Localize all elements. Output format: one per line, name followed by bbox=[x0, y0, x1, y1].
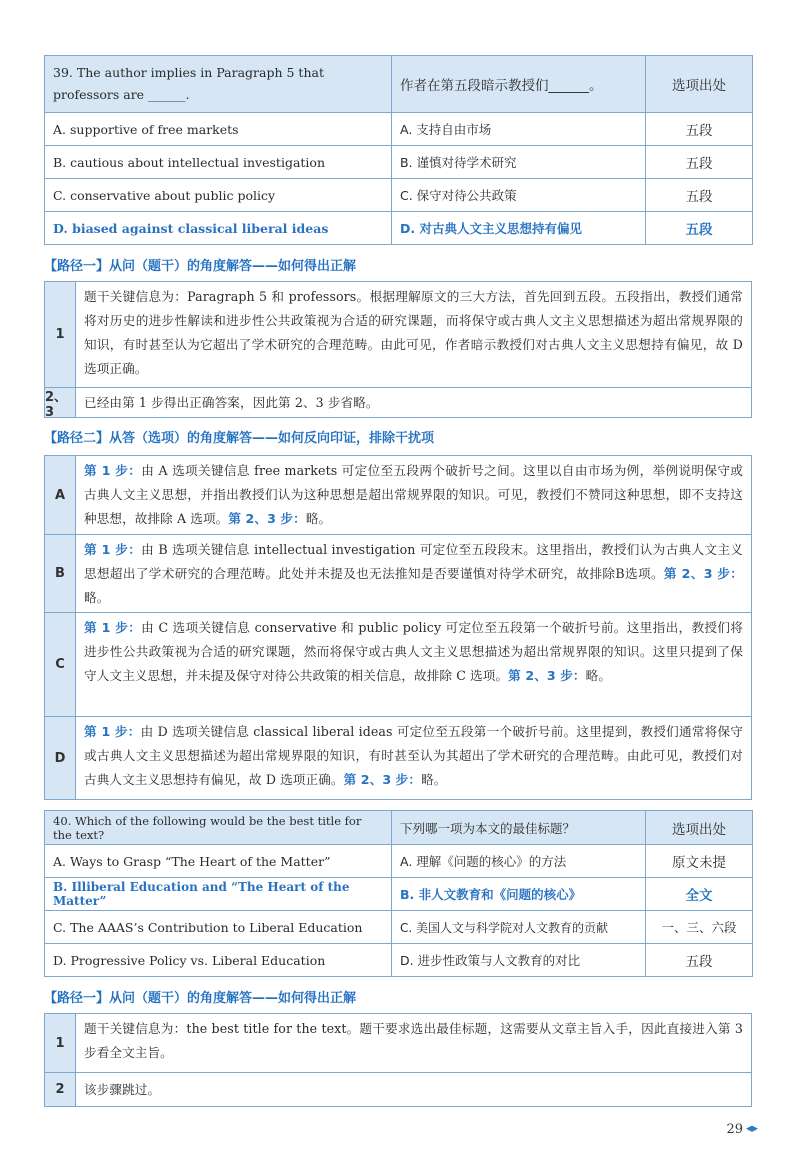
option-en: A. supportive of free markets bbox=[45, 113, 392, 146]
option-source: 全文 bbox=[646, 878, 753, 911]
option-en: C. The AAAS’s Contribution to Liberal Education bbox=[45, 911, 392, 944]
step1-label: 第 1 步： bbox=[84, 620, 142, 635]
analysis-body: 由 B 选项关键信息 intellectual investigation 可定位至五段段末。这里指出，教授们认为古典人文主义思想超出了学术研究的合理范畴。此处并未提及也无法推知是否要谨慎对待学术研究，故排除B选项。 bbox=[84, 542, 743, 581]
option-en: D. Progressive Policy vs. Liberal Education bbox=[45, 944, 392, 977]
option-en: D. biased against classical liberal ideas bbox=[45, 212, 392, 245]
analysis-body: 由 A 选项关键信息 free markets 可定位至五段两个破折号之间。这里以自由市场为例，举例说明保守或古典人文主义思想，并指出教授们认为这种思想是超出常规界限的知识。可见，教授们不赞同这种思想，即不支持这种思想，故排除 A 选项。 bbox=[84, 463, 743, 526]
option-analysis bbox=[76, 535, 751, 612]
step23-label: 第 2、3 步： bbox=[228, 511, 306, 526]
option-analysis-row bbox=[45, 716, 751, 799]
q39-question-en: 39. The author implies in Paragraph 5 that professors are ______. bbox=[45, 56, 392, 113]
option-en: B. Illiberal Education and “The Heart of the Matter” bbox=[45, 878, 392, 911]
page-number bbox=[726, 1122, 758, 1137]
step1-label: 第 1 步： bbox=[84, 542, 142, 557]
option-source: 原文未提 bbox=[646, 845, 753, 878]
step-row bbox=[45, 1014, 751, 1072]
option-cn: D. 对古典人文主义思想持有偏见 bbox=[392, 212, 646, 245]
analysis-body: 由 D 选项关键信息 classical liberal ideas 可定位至五段第一个破折号前。这里提到，教授们通常将保守或古典人文主义思想描述为超出常规界限的知识，有时甚至认为其超出了学术研究的合理范畴。由此可见，教授们对古典人文主义思想持有偏见，故 D 选项正确。 bbox=[84, 724, 743, 787]
step23-label: 第 2、3 步： bbox=[508, 668, 586, 683]
step1-label: 第 1 步： bbox=[84, 463, 142, 478]
step23-label: 第 2、3 步： bbox=[663, 566, 743, 581]
step-row bbox=[45, 1072, 751, 1106]
option-en: B. cautious about intellectual investigation bbox=[45, 146, 392, 179]
q40-question-en: 40. Which of the following would be the best title for the text? bbox=[45, 811, 392, 845]
step-row bbox=[45, 282, 751, 387]
step-text: 该步骤跳过。 bbox=[84, 1081, 161, 1097]
step-text: 已经由第 1 步得出正确答案，因此第 2、3 步省略。 bbox=[84, 394, 379, 410]
option-en: A. Ways to Grasp “The Heart of the Matter” bbox=[45, 845, 392, 878]
step23-label: 第 2、3 步： bbox=[343, 772, 422, 787]
option-cn: B. 谨慎对待学术研究 bbox=[392, 146, 646, 179]
step-label: 1 bbox=[45, 282, 76, 387]
option-cn: B. 非人文教育和《问题的核心》 bbox=[392, 878, 646, 911]
q40-header-row bbox=[45, 811, 753, 845]
option-source: 五段 bbox=[646, 146, 753, 179]
option-label: D bbox=[45, 717, 76, 799]
correct-option-row bbox=[45, 878, 753, 911]
q39-route2-box bbox=[44, 455, 752, 800]
q39-route2-title: 【路径二】从答（选项）的角度解答——如何反向印证，排除干扰项 bbox=[44, 431, 435, 446]
option-source: 五段 bbox=[646, 212, 753, 245]
step-label: 1 bbox=[45, 1014, 76, 1072]
option-analysis-row bbox=[45, 612, 751, 716]
q39-route1-title: 【路径一】从问（题干）的角度解答——如何得出正解 bbox=[44, 259, 357, 274]
correct-option-row bbox=[45, 212, 753, 245]
option-cn: D. 进步性政策与人文教育的对比 bbox=[392, 944, 646, 977]
analysis-tail: 略。 bbox=[305, 511, 332, 526]
q39-question-cn: 作者在第五段暗示教授们______。 bbox=[392, 56, 646, 113]
option-analysis bbox=[76, 613, 751, 716]
option-analysis-row bbox=[45, 456, 751, 534]
table-row bbox=[45, 944, 753, 977]
step-text: 题干关键信息为：the best title for the text。题干要求选出最佳标题，这需要从文章主旨入手，因此直接进入第 3 步看全文主旨。 bbox=[84, 1021, 743, 1060]
q40-route1-box bbox=[44, 1013, 752, 1107]
option-source: 一、三、六段 bbox=[646, 911, 753, 944]
table-row bbox=[45, 146, 753, 179]
option-cn: A. 支持自由市场 bbox=[392, 113, 646, 146]
table-row bbox=[45, 179, 753, 212]
q39-header-row bbox=[45, 56, 753, 113]
option-source: 五段 bbox=[646, 113, 753, 146]
option-source: 五段 bbox=[646, 179, 753, 212]
analysis-tail: 略。 bbox=[84, 590, 110, 605]
page-number-text: 29 bbox=[726, 1122, 743, 1137]
q40-route1-title: 【路径一】从问（题干）的角度解答——如何得出正解 bbox=[44, 991, 357, 1006]
analysis-tail: 略。 bbox=[421, 772, 447, 787]
option-source: 五段 bbox=[646, 944, 753, 977]
step-label: 2、3 bbox=[45, 388, 76, 417]
option-analysis bbox=[76, 717, 751, 799]
table-row bbox=[45, 113, 753, 146]
option-en: C. conservative about public policy bbox=[45, 179, 392, 212]
option-label: A bbox=[45, 456, 76, 534]
analysis-tail: 略。 bbox=[585, 668, 612, 683]
table-row bbox=[45, 911, 753, 944]
option-label: B bbox=[45, 535, 76, 612]
step-row bbox=[45, 387, 751, 420]
option-label: C bbox=[45, 613, 76, 716]
option-cn: A. 理解《问题的核心》的方法 bbox=[392, 845, 646, 878]
q40-source-header: 选项出处 bbox=[646, 811, 753, 845]
option-analysis bbox=[76, 456, 751, 534]
option-cn: C. 美国人文与科学院对人文教育的贡献 bbox=[392, 911, 646, 944]
step1-label: 第 1 步： bbox=[84, 724, 141, 739]
step-label: 2 bbox=[45, 1073, 76, 1106]
analysis-body: 由 C 选项关键信息 conservative 和 public policy 可定位至五段第一个破折号前。这里指出，教授们将进步性公共政策视为合适的研究课题，然而将保守或古典人文主义思想描述为超出常规界限的知识。这里只提到了保守人文主义思想，并未提及保守对待公共政策的相关信息，故排除 C 选项。 bbox=[84, 620, 743, 683]
option-cn: C. 保守对待公共政策 bbox=[392, 179, 646, 212]
q39-route1-box bbox=[44, 281, 752, 418]
q39-options-table bbox=[44, 55, 753, 245]
graduation-cap-icon bbox=[746, 1126, 758, 1134]
q39-source-header: 选项出处 bbox=[646, 56, 753, 113]
q40-question-cn: 下列哪一项为本文的最佳标题？ bbox=[392, 811, 646, 845]
q40-options-table bbox=[44, 810, 753, 977]
step-text: 题干关键信息为：Paragraph 5 和 professors。根据理解原文的三大方法，首先回到五段。五段指出，教授们通常将对历史的进步性解读和进步性公共政策视为合适的研究课题，而将保守或古典人文主义思想描述为超出常规界限的知识，有时甚至认为它超出了学术研究的合理范畴。由此可见，作者暗示教授们对古典人文主义思想持有偏见，故 D 选项正确。 bbox=[84, 289, 743, 376]
option-analysis-row bbox=[45, 534, 751, 612]
table-row bbox=[45, 845, 753, 878]
